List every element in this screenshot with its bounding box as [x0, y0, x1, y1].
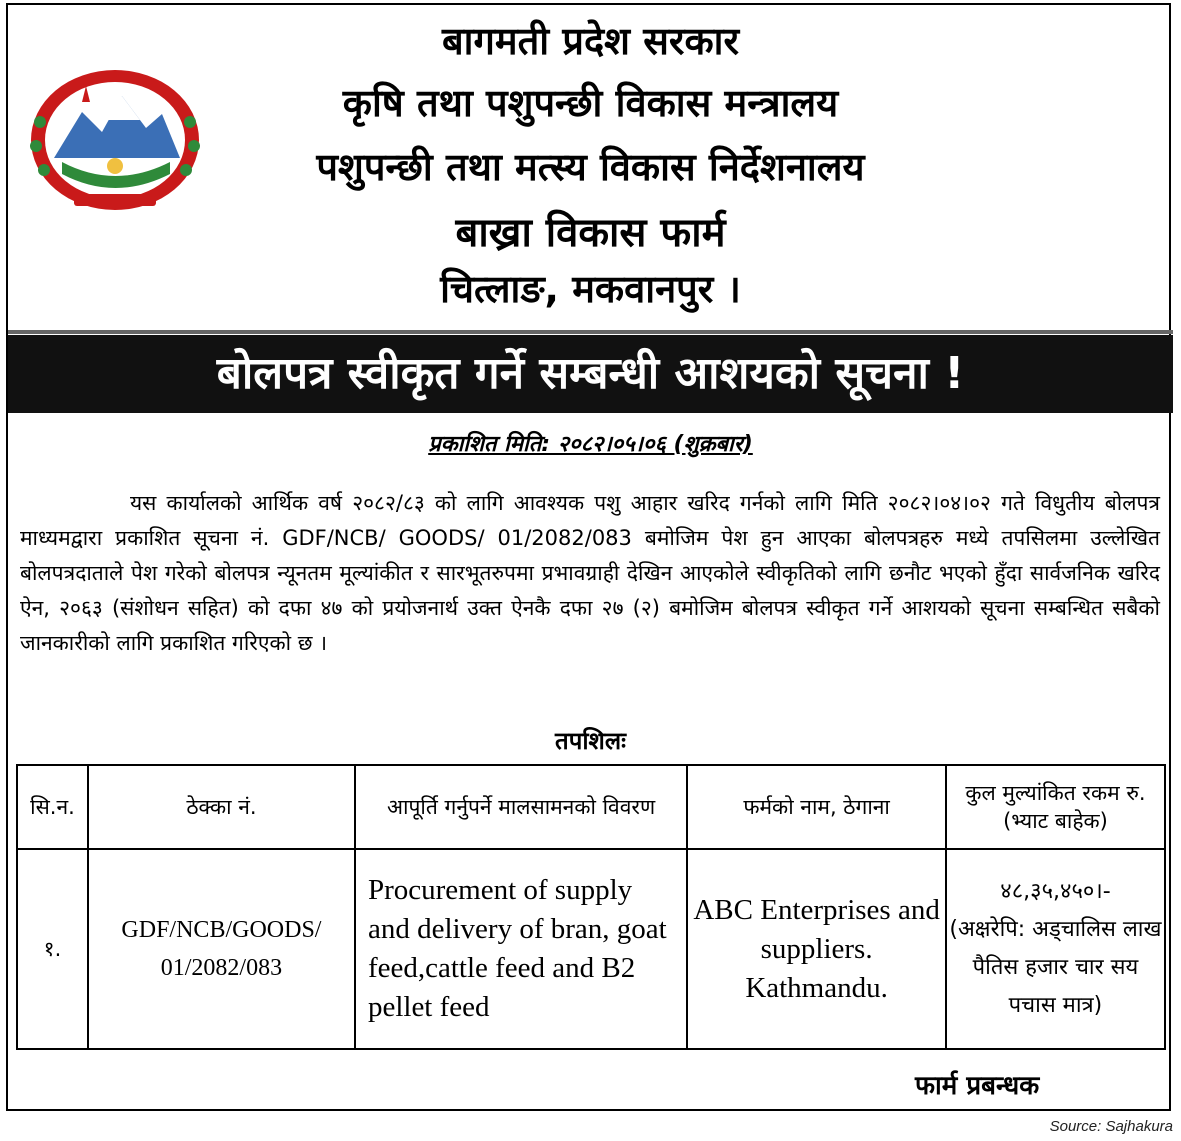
header-farm: बाख्रा विकास फार्म: [455, 210, 726, 256]
cell-amount: [946, 849, 1165, 1049]
publish-date: [0, 428, 1181, 458]
header-contract: ठेक्का नं.: [88, 765, 355, 849]
header-firm: फर्मको नाम, ठेगाना: [687, 765, 946, 849]
source-credit: Source: Sajhakura: [1049, 1118, 1173, 1135]
notice-title: बोलपत्र स्वीकृत गर्ने सम्बन्धी आशयको सूचना !: [8, 335, 1173, 413]
header-amount: कुल मुल्यांकित रकम रु.(भ्याट बाहेक): [946, 765, 1165, 849]
cell-description: Procurement of supply and delivery of bran, goat feed,cattle feed and B2 pellet feed: [355, 849, 687, 1049]
header-address: चित्लाङ, मकवानपुर ।: [440, 267, 741, 311]
header-directorate: पशुपन्छी तथा मत्स्य विकास निर्देशनालय: [316, 145, 865, 189]
header-divider: [8, 330, 1173, 334]
table-caption: तपशिलः: [555, 727, 626, 755]
cell-sn: १.: [17, 849, 88, 1049]
table-header-row: [17, 765, 1165, 849]
header-ministry: कृषि तथा पशुपन्छी विकास मन्त्रालय: [342, 81, 839, 125]
header-province: बागमती प्रदेश सरकार: [441, 19, 740, 63]
header-sn: सि.न.: [17, 765, 88, 849]
amount-figure: ४८,३५,४५०।-: [1000, 879, 1111, 904]
amount-words: (अक्षरेपि: अड्चालिस लाख पैतिस हजार चार सय पचास मात्र): [949, 917, 1162, 1018]
signature-title: फार्म प्रबन्धक: [915, 1071, 1040, 1101]
notice-body: यस कार्यालको आर्थिक वर्ष २०८२/८३ को लागि आवश्यक पशु आहार खरिद गर्नको लागि मिति २०८२।०४।०२ गते विधुतीय बोलपत्र माध्यमद्वारा प्रकाशित सूचना नं. GDF/NCB/ GOODS/ 01/2082/083 बमोजिम पेश हुन आएका बोलपत्रहरु मध्ये तपसिलमा उल्लेखित बोलपत्रदाताले पेश गरेको बोलपत्र न्यूनतम मूल्यांकीत र सारभूतरुपमा प्रभावग्राही देखिन आएकोले स्वीकृतिको लागि छनौट भएको हुँदा सार्वजनिक खरिद ऐन, २०६३ (संशोधन सहित) को दफा ४७ को प्रयोजनार्थ उक्त ऐनकै दफा २७ (२) बमोजिम बोलपत्र स्वीकृत गर्ने आशयको सूचना सम्बन्धित सबैको जानकारीको लागि प्रकाशित गरिएको छ ।: [20, 491, 1160, 655]
cell-firm: ABC Enterprises and suppliers. Kathmandu.: [687, 849, 946, 1049]
award-table: [16, 764, 1166, 1050]
publish-date-text: प्रकाशित मिति: २०८२।०५।०६ (शुक्रबार): [428, 432, 753, 457]
table-row: [17, 849, 1165, 1049]
cell-contract: GDF/NCB/GOODS/ 01/2082/083: [88, 849, 355, 1049]
header-description: आपूर्ति गर्नुपर्ने मालसामनको विवरण: [355, 765, 687, 849]
